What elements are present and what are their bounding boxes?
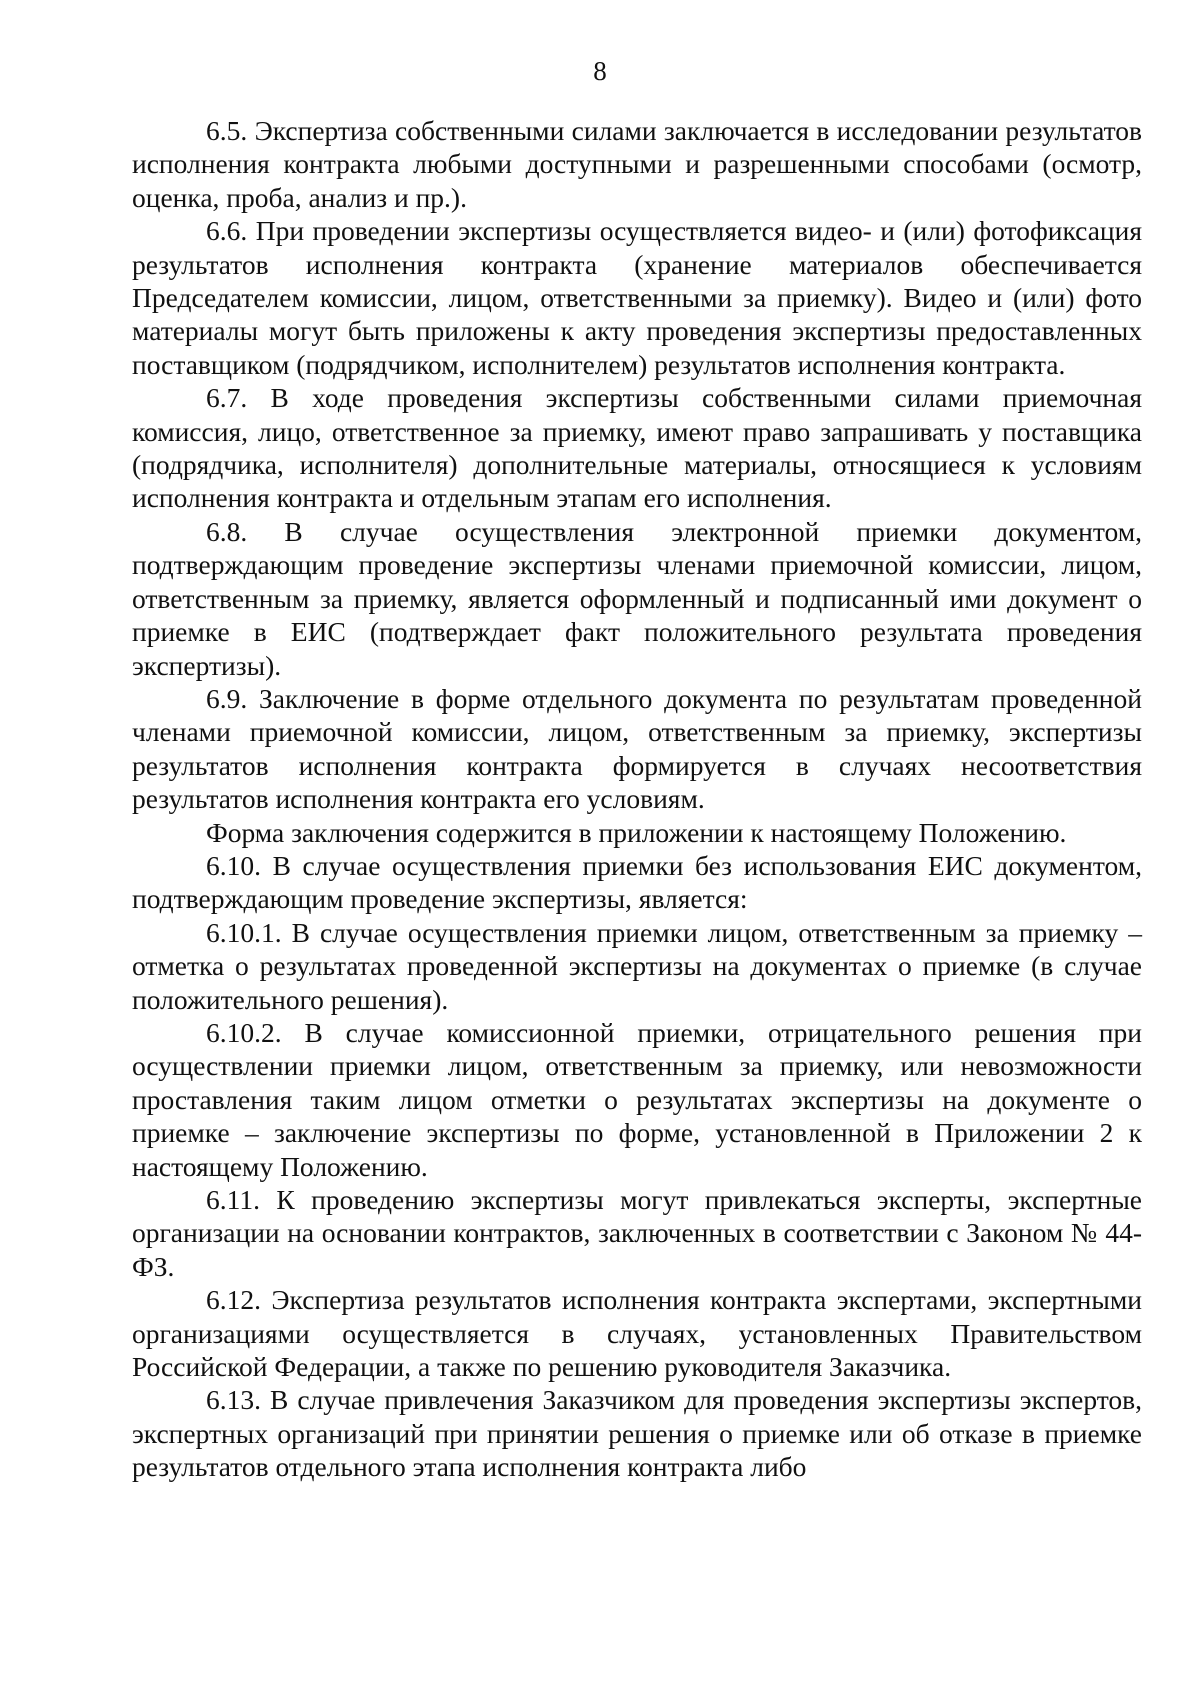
paragraph-6-7: 6.7. В ходе проведения экспертизы собственными силами приемочная комиссия, лицо, ответственное за приемку, имеют право запрашивать у поставщика (подрядчика, исполнителя) дополнительные материалы, относящиеся к условиям исполнения контракта и отдельным этапам его исполнения. bbox=[132, 382, 1142, 514]
paragraph-6-12: 6.12. Экспертиза результатов исполнения контракта экспертами, экспертными организациями осуществляется в случаях, установленных Правительством Российской Федерации, а также по решению руководителя Заказчика. bbox=[132, 1284, 1142, 1383]
paragraph-6-11: 6.11. К проведению экспертизы могут привлекаться эксперты, экспертные организации на основании контрактов, заключенных в соответствии с Законом № 44-ФЗ. bbox=[132, 1184, 1142, 1282]
paragraph-6-9: 6.9. Заключение в форме отдельного документа по результатам проведенной членами приемочной комиссии, лицом, ответственным за приемку, экспертизы результатов исполнения контракта формируется в случаях несоответствия результатов исполнения контракта его условиям. bbox=[132, 682, 1142, 815]
paragraph-6-13: 6.13. В случае привлечения Заказчиком для проведения экспертизы экспертов, экспертных организаций при принятии решения о приемке или об отказе в приемке результатов отдельного этапа исполнения контракта либо bbox=[132, 1384, 1142, 1483]
paragraph-form-note: Форма заключения содержится в приложении к настоящему Положению. bbox=[206, 816, 1067, 848]
paragraph-6-10: 6.10. В случае осуществления приемки без использования ЕИС документом, подтверждающим проведение экспертизы, является: bbox=[132, 849, 1142, 915]
document-body bbox=[132, 114, 1142, 1484]
paragraph-6-5: 6.5. Экспертиза собственными силами заключается в исследовании результатов исполнения контракта любыми доступными и разрешенными способами (осмотр, оценка, проба, анализ и пр.). bbox=[132, 115, 1142, 213]
paragraph-6-10-2: 6.10.2. В случае комиссионной приемки, отрицательного решения при осуществлении приемки лицом, ответственным за приемку, или невозможности проставления таким лицом отметки о результатах экспертизы на документе о приемке – заключение экспертизы по форме, установленной в Приложении 2 к настоящему Положению. bbox=[132, 1016, 1142, 1182]
paragraph-6-10-1: 6.10.1. В случае осуществления приемки лицом, ответственным за приемку – отметка о результатах проведенной экспертизы на документах о приемке (в случае положительного решения). bbox=[132, 916, 1142, 1015]
page-number: 8 bbox=[593, 56, 607, 86]
paragraph-6-6: 6.6. При проведении экспертизы осуществляется видео- и (или) фотофиксация результатов исполнения контракта (хранение материалов обеспечивается Председателем комиссии, лицом, ответственными за приемку). Видео и (или) фото материалы могут быть приложены к акту проведения экспертизы предоставленных поставщиком (подрядчиком, исполнителем) результатов исполнения контракта. bbox=[132, 215, 1142, 380]
paragraph-6-8: 6.8. В случае осуществления электронной приемки документом, подтверждающим проведение экспертизы членами приемочной комиссии, лицом, ответственным за приемку, является оформленный и подписанный ими документ о приемке в ЕИС (подтверждает факт положительного результата проведения экспертизы). bbox=[132, 515, 1142, 681]
